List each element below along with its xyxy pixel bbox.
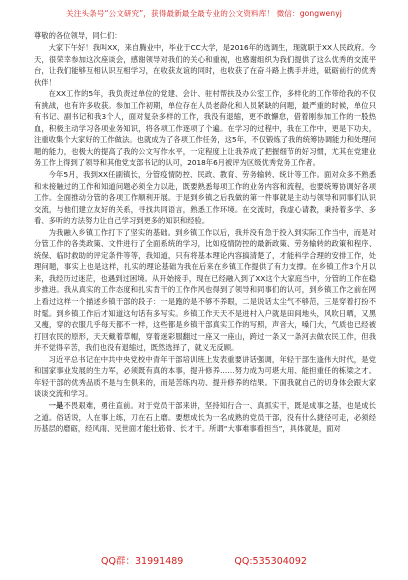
paragraph-1: 大家下午好！我叫XX，来自腾业中，毕业于CC大学，是2016年的选调生，现就职于XX人民政府。今天，很荣幸参加这次座谈会，感谢领导对我们的关心和重视，也感谢组织为我们提供了这么优秀的交流平台，让我们能够互相认识互相学习，在收获友谊的同时，也收获了在奋斗路上携手并进，砥砺前行的优秀伙伴！ [34, 43, 376, 87]
header-banner: 关注头条号“公文研究”，获得最新最全最专业的公文资料库！ 微信：gongwenyj [66, 9, 342, 18]
footer-qq: QQ:535304092 [234, 556, 307, 567]
footer [0, 553, 408, 567]
footer-qq-group: QQ群：31991489 [101, 556, 184, 567]
paragraph-6-text: 不畏艰难，勇往直前。对于党员干部来讲，坚持知行合一、真抓实干，既是成事之基，也是成长之道。俗话说，人在事上练，刀在石上磨。要想成长为一名成熟的党员干部，没有什么捷径可走，必须经历基层的磨砺，经风雨、见世面才能壮筋骨、长才干。所谓“大事难事看担当”，具体就是，面对 [34, 400, 376, 434]
paragraph-6 [34, 400, 376, 435]
paragraph-3: 今年5月，我到XX任副镇长，分管疫情防控、民政、教育、劳务输转、统计等工作。面对众多不熟悉和未接触过的工作和知道问题必须全力以赴，既要熟悉每项工作的业务内容和流程，也要统筹协调好各项工作。全面推动分管的各项工作顺利开展。于是到乡镇之后我做的第一件事就是主动与领导和同事们认识交流，与他们建立友好的关系，寻找共同语言，熟悉工作环境。在交流时，我虚心请教，秉持着多学、多看、多听的方法努力让自己学习到更多的知识和经验。 [34, 170, 376, 226]
paragraph-4: 为我融入乡镇工作打下了坚实的基础。到乡镇工作以后，我并没有急于投入到实际工作当中，而是对分管工作的各类政策、文件进行了全面系统的学习，比如疫情防控的最新政策、劳务输转的政策和程序、统保、临时救助的评定条件等等，我知道，只有将基本理论内容搞清楚了，才能科学合理的安排工作，处理问题，事实上也是这样，扎实的理论基础为我在后来在乡镇工作提供了有力支撑。在乡镇工作3个月以来，我经历过迷茫，也遇到过困境。从开始接手，现在已经融入到了XX这个大家庭当中，分管的工作在稳步推进。我从真实的工作态度和扎实肯干的工作作风也得到了领导和同事们的认可，到乡镇工作之前在网上看过这样一个描述乡镇干部的段子：一是跑的是不够不养眼，二是说话太尘气不够范，三是穿着打扮不时髦。到乡镇工作后才知道这句话有多写实。乡镇工作天天不是进村入户就是田间地头，风吹日晒，又黑又瘦，穿的衣服几乎每天都不一样，这些都是乡镇干部真实工作的写照，声音大，嗓门大，气质也已经被打回农民的原形，天天戴着草帽，穿着迷彩服翻过一座又一座山，跨过一条又一条河去做农民工作，但我并不觉得辛苦，我们也没有退缩过，既然选择了，就义无反顾。 [34, 227, 376, 353]
paragraph-5: 习近平总书记在中共中央党校中青年干部培训班上发表重要讲话强调，年轻干部生逢伟大时代，是党和国家事业发展的生力军，必须既有真的本事，提升修养……努力成为可堪大用、能担重任的栋梁之才。年轻干部的优秀品质不是与生俱来的，而是苦练内功、提升修养的结果。下面我就自己的切身体会跟大家谈谈交流和学习。 [34, 354, 376, 399]
salutation: 尊敬的各位领导，同仁们： [34, 31, 122, 40]
paragraph-6-lead: 一是 [48, 400, 64, 410]
document-body [34, 30, 376, 435]
paragraph-2: 在XX工作的5年，我负责过单位的党建、会计、驻村帮扶及办公室工作，多样化的工作带给我的不仅有挑战，也有许多收获。参加工作初期，单位存在人员老龄化和人员紧缺的问题，最严重的时候，单位只有书记、副书记和我3个人，面对复杂多样的工作，我没有退缩，更不敢懈怠，借着刚参加工作的一股热血，积极主动学习各项业务知识，将各项工作逐项了个遍。在学习的过程中，我在工作中，更是下功夫，注重收集个大家好的工作做法。也就成为了各项工作任务，这5年，不仅锻炼了我的统筹协调能力和处理问题的能力，也极大的提高了我的公文写作水平，一定程度上让我养成了把握细节的好习惯，尤其在党建业务工作上得到了领导和其他党支部书记的认可，2018年6月被评为区级优秀党务工作者。 [34, 89, 376, 168]
